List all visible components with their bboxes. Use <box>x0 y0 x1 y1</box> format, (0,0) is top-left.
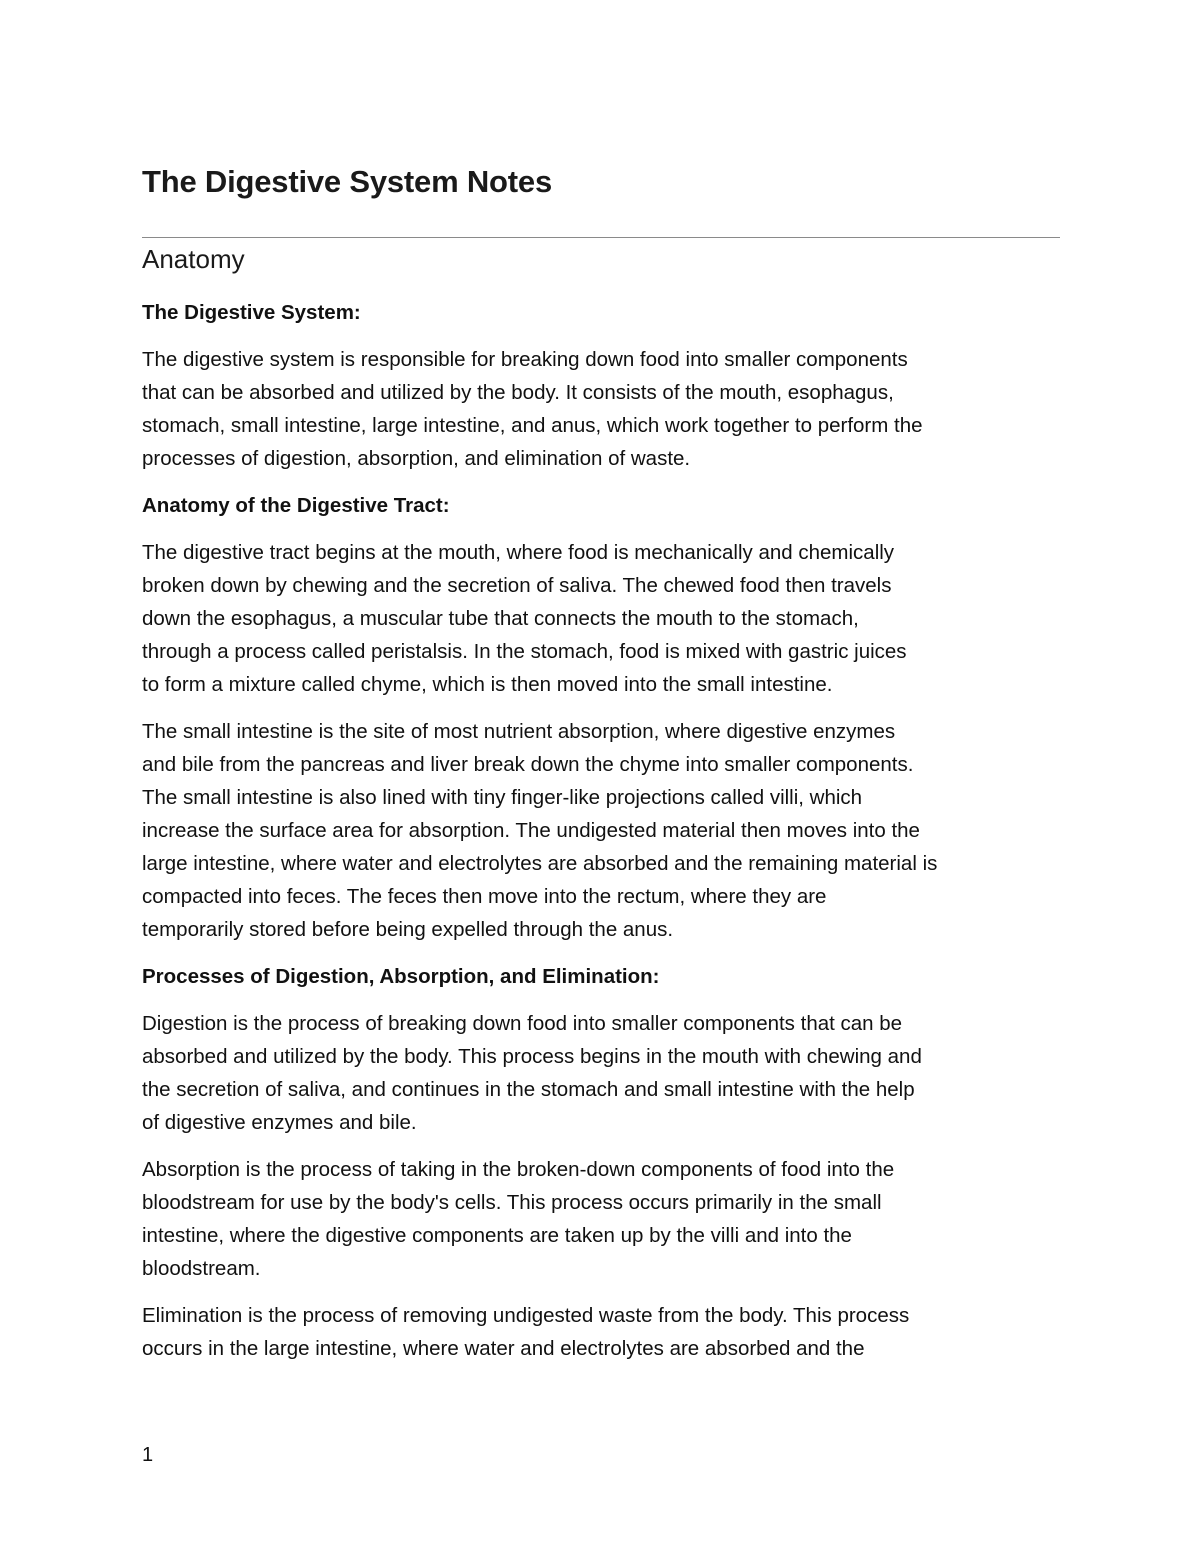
text-line: that can be absorbed and utilized by the body. It consists of the mouth, esophagus, <box>142 381 894 404</box>
text-line: of digestive enzymes and bile. <box>142 1111 417 1134</box>
text-line: The small intestine is the site of most nutrient absorption, where digestive enzymes <box>142 720 896 743</box>
text-line: Processes of Digestion, Absorption, and Elimination: <box>142 965 660 988</box>
text-line: broken down by chewing and the secretion of saliva. The chewed food then travels <box>142 574 892 597</box>
subheading <box>142 296 1060 329</box>
paragraph <box>142 1153 1060 1285</box>
text-line: The small intestine is also lined with tiny finger-like projections called villi, which <box>142 786 863 809</box>
text-line: bloodstream. <box>142 1257 261 1280</box>
text-line: Elimination is the process of removing undigested waste from the body. This process <box>142 1304 910 1327</box>
text-line: The digestive tract begins at the mouth, where food is mechanically and chemically <box>142 541 895 564</box>
text-line: occurs in the large intestine, where water and electrolytes are absorbed and the <box>142 1337 865 1360</box>
text-line: down the esophagus, a muscular tube that connects the mouth to the stomach, <box>142 607 859 630</box>
paragraph <box>142 536 1060 701</box>
section-heading: Anatomy <box>142 244 245 274</box>
text-line: large intestine, where water and electrolytes are absorbed and the remaining material is <box>142 852 938 875</box>
paragraph <box>142 1299 1060 1365</box>
text-line: to form a mixture called chyme, which is then moved into the small intestine. <box>142 673 833 696</box>
paragraph <box>142 715 1060 946</box>
text-line: The digestive system is responsible for breaking down food into smaller components <box>142 348 908 371</box>
subheading <box>142 489 1060 522</box>
text-line: Digestion is the process of breaking down food into smaller components that can be <box>142 1012 903 1035</box>
document-title: The Digestive System Notes <box>142 164 553 199</box>
text-line: through a process called peristalsis. In the stomach, food is mixed with gastric juices <box>142 640 907 663</box>
text-line: temporarily stored before being expelled through the anus. <box>142 918 674 941</box>
text-line: increase the surface area for absorption. The undigested material then moves into the <box>142 819 920 842</box>
text-line: The Digestive System: <box>142 301 361 324</box>
text-line: Absorption is the process of taking in the broken-down components of food into the <box>142 1158 895 1181</box>
text-line: Anatomy of the Digestive Tract: <box>142 494 450 517</box>
text-line: processes of digestion, absorption, and elimination of waste. <box>142 447 691 470</box>
text-line: intestine, where the digestive components are taken up by the villi and into the <box>142 1224 852 1247</box>
text-line: and bile from the pancreas and liver break down the chyme into smaller components. <box>142 753 914 776</box>
document-body <box>142 296 1060 1379</box>
document-page <box>142 0 1060 1553</box>
paragraph <box>142 343 1060 475</box>
text-line: bloodstream for use by the body's cells. This process occurs primarily in the small <box>142 1191 882 1214</box>
subheading <box>142 960 1060 993</box>
text-line: compacted into feces. The feces then move into the rectum, where they are <box>142 885 827 908</box>
text-line: absorbed and utilized by the body. This process begins in the mouth with chewing and <box>142 1045 922 1068</box>
text-line: the secretion of saliva, and continues in the stomach and small intestine with the help <box>142 1078 915 1101</box>
paragraph <box>142 1007 1060 1139</box>
page-number: 1 <box>142 1444 154 1466</box>
text-line: stomach, small intestine, large intestine, and anus, which work together to perform the <box>142 414 923 437</box>
title-divider <box>142 237 1060 238</box>
